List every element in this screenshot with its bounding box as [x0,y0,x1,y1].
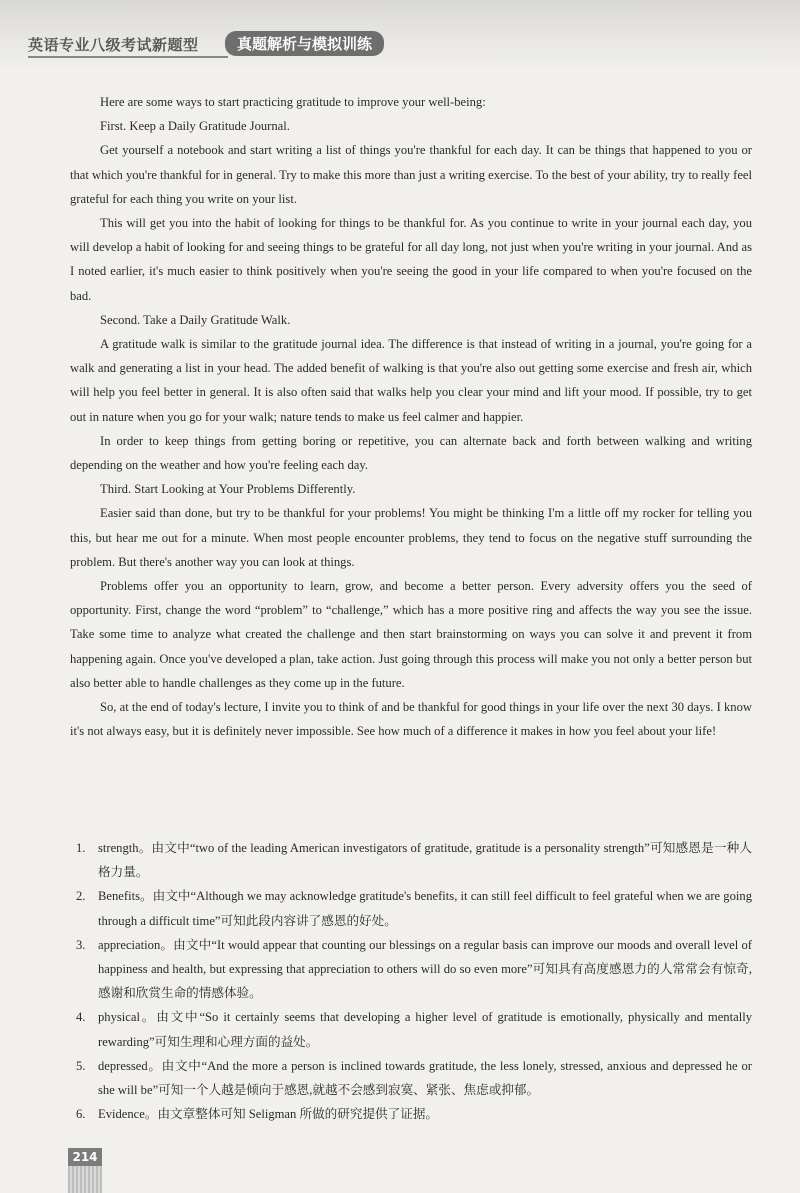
answer-item [76,884,752,932]
answer-number: 1. [76,841,86,855]
paragraph: This will get you into the habit of looking for things to be thankful for. As you continue to write in your journal each day, you will develop a habit of looking for and seeing things to be grateful for all day long, not just when you're writing in your journal. And as I noted earlier, it's much easier to think positively when you're seeing the good in your life compared to when you're focused on the bad. [70,216,752,303]
book-title: 英语专业八级考试新题型 [28,36,199,54]
answer-text: appreciation。由文中“It would appear that counting our blessings on a regular basis can improve our moods and overall level of happiness and health, but expressing that appreciation to others will do so even more”可知具有高度感恩力的人常常会有惊奇,感谢和欣赏生命的情感体验。 [98,937,752,1001]
paragraph: Problems offer you an opportunity to learn, grow, and become a better person. Every adversity offers you the seed of opportunity. First, change the word “problem” to “challenge,” which has a more positive ring and affects the way you see the issue. Take some time to analyze what created the challenge and then start brainstorming on ways you can solve it and prevent it from happening again. Once you've developed a plan, take action. Just going through this process will make you not only a better person but also better able to handle challenges as they come up in the future. [70,579,752,690]
answer-item [76,1102,752,1126]
paragraph: Easier said than done, but try to be thankful for your problems! You might be thinking I'm a little off my rocker for telling you this, but hear me out for a minute. When most people encounter problems, they tend to focus on the negative stuff surrounding the problem. But there's another way you can look at things. [70,506,752,569]
paragraph: Get yourself a notebook and start writing a list of things you're thankful for each day. It can be things that happened to you or that which you're thankful for in general. Try to make this more than just a writing exercise. To the best of your ability, try to really feel grateful for each thing you write on your list. [70,143,752,206]
answer-item [76,933,752,1006]
paragraph: Third. Start Looking at Your Problems Differently. [100,482,356,497]
paragraph: In order to keep things from getting boring or repetitive, you can alternate back and forth between walking and writing depending on the weather and how you're feeling each day. [70,433,752,473]
answer-text: strength。由文中“two of the leading American investigators of gratitude, gratitude is a personality strength”可知感恩是一种人格力量。 [98,841,752,880]
answer-item [76,836,752,884]
page-number: 214 [68,1148,102,1166]
paragraph: A gratitude walk is similar to the gratitude journal idea. The difference is that instead of writing in a journal, you're going for a walk and generating a list in your head. The added benefit of walking is that you're also out getting some exercise and fresh air, which will help you feel better in general. It is also often said that walks help you clear your mind and lift your mood. If possible, try to get out in nature when you go for your walk; nature tends to make us feel calmer and happier. [70,337,752,424]
paragraph: So, at the end of today's lecture, I invite you to think of and be thankful for good things in your life over the next 30 days. I know it's not always easy, but it is definitely never impossible. See how much of a difference it makes in how you feel about your life! [70,700,752,739]
answer-number: 3. [76,937,86,952]
answer-text: Evidence。由文章整体可知 Seligman 所做的研究提供了证据。 [98,1107,439,1122]
passage-body [70,90,752,743]
answer-number: 2. [76,889,86,904]
book-subtitle-badge: 真题解析与模拟训练 [225,31,384,56]
header-rule [28,56,228,58]
page-tab-decoration [68,1166,102,1193]
answer-text: depressed。由文中“And the more a person is inclined towards gratitude, the less lonely, stressed, anxious and depressed he or she will be”可知一个人越是倾向于感恩,就越不会感到寂寞、紧张、焦虑或抑郁。 [98,1058,752,1098]
answer-key [76,836,752,1126]
paragraph: Here are some ways to start practicing gratitude to improve your well-being: [100,95,486,109]
answer-text: Benefits。由文中“Although we may acknowledge gratitude's benefits, it can still feel difficult to feel grateful when we are going through a difficult time”可知此段内容讲了感恩的好处。 [98,889,752,928]
paragraph: First. Keep a Daily Gratitude Journal. [100,119,290,134]
answer-item [76,1005,752,1053]
answer-text: physical。由文中“So it certainly seems that developing a higher level of gratitude is emotionally, physically and mentally rewarding”可知生理和心理方面的益处。 [98,1010,752,1049]
answer-number: 5. [76,1058,86,1073]
answer-number: 6. [76,1107,86,1122]
answer-number: 4. [76,1010,86,1025]
answer-item [76,1054,752,1102]
paragraph: Second. Take a Daily Gratitude Walk. [100,312,291,327]
page-header [0,0,800,72]
